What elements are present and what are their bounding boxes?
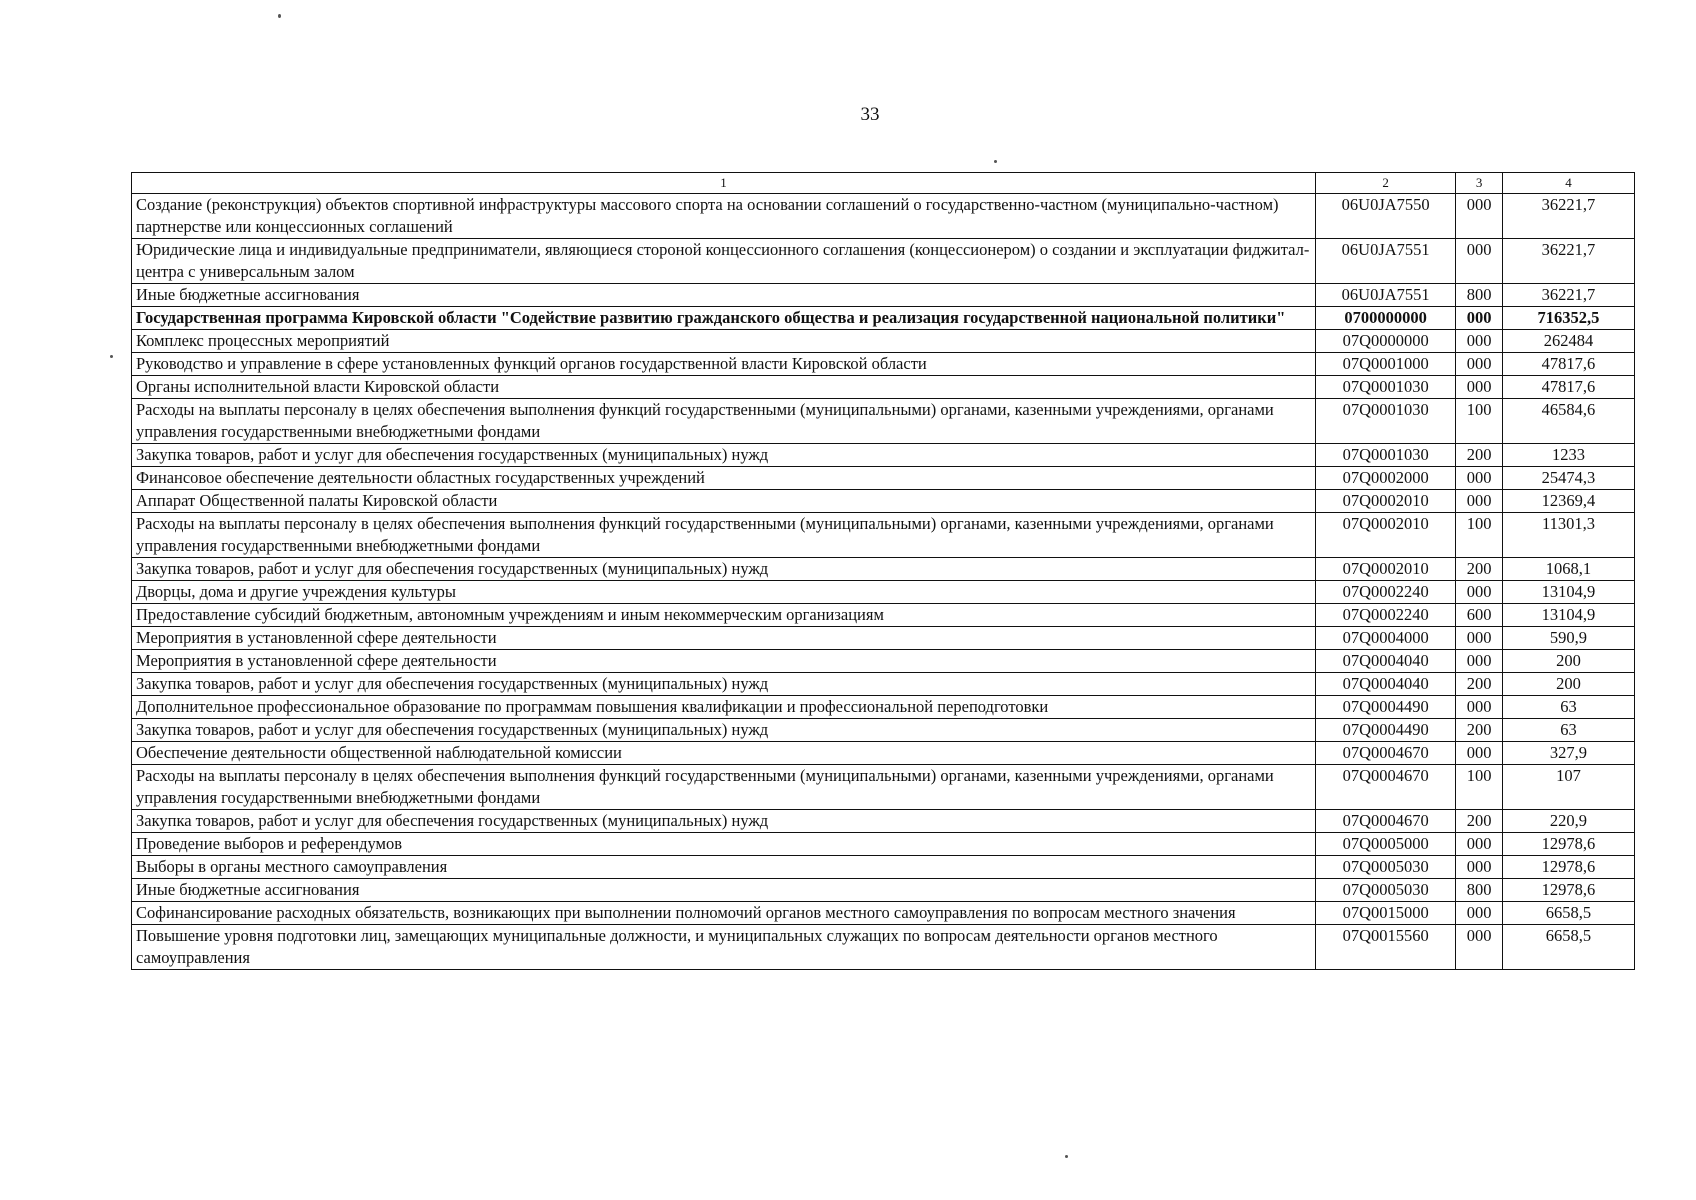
row-amount-cell: 25474,3	[1502, 467, 1634, 490]
table-row	[132, 856, 1635, 879]
row-name-cell: Закупка товаров, работ и услуг для обеспечения государственных (муниципальных) нужд	[132, 810, 1316, 833]
table-row	[132, 239, 1635, 284]
table-row	[132, 719, 1635, 742]
table-row	[132, 902, 1635, 925]
row-type-cell: 800	[1456, 879, 1503, 902]
row-type-cell: 600	[1456, 604, 1503, 627]
table-row	[132, 513, 1635, 558]
row-amount-cell: 13104,9	[1502, 604, 1634, 627]
row-type-cell: 000	[1456, 490, 1503, 513]
table-row	[132, 467, 1635, 490]
row-type-cell: 000	[1456, 467, 1503, 490]
row-amount-cell: 200	[1502, 650, 1634, 673]
table-row	[132, 376, 1635, 399]
row-name-cell: Закупка товаров, работ и услуг для обеспечения государственных (муниципальных) нужд	[132, 444, 1316, 467]
row-amount-cell: 716352,5	[1502, 307, 1634, 330]
row-type-cell: 000	[1456, 307, 1503, 330]
row-code-cell: 07Q0005030	[1316, 856, 1456, 879]
row-name-cell: Предоставление субсидий бюджетным, автономным учреждениям и иным некоммерческим организациям	[132, 604, 1316, 627]
row-amount-cell: 6658,5	[1502, 902, 1634, 925]
row-amount-cell: 36221,7	[1502, 194, 1634, 239]
row-amount-cell: 63	[1502, 719, 1634, 742]
row-amount-cell: 12978,6	[1502, 856, 1634, 879]
row-code-cell: 07Q0004040	[1316, 673, 1456, 696]
row-type-cell: 000	[1456, 902, 1503, 925]
row-name-cell: Иные бюджетные ассигнования	[132, 879, 1316, 902]
row-amount-cell: 1233	[1502, 444, 1634, 467]
row-amount-cell: 11301,3	[1502, 513, 1634, 558]
row-type-cell: 100	[1456, 399, 1503, 444]
row-code-cell: 07Q0015560	[1316, 925, 1456, 970]
row-code-cell: 07Q0004670	[1316, 742, 1456, 765]
row-name-cell: Мероприятия в установленной сфере деятельности	[132, 627, 1316, 650]
table-row	[132, 696, 1635, 719]
table-row	[132, 650, 1635, 673]
row-code-cell: 0700000000	[1316, 307, 1456, 330]
row-type-cell: 000	[1456, 239, 1503, 284]
table-row	[132, 765, 1635, 810]
row-type-cell: 200	[1456, 719, 1503, 742]
row-name-cell: Софинансирование расходных обязательств, возникающих при выполнении полномочий органов местного самоуправления по вопросам местного значения	[132, 902, 1316, 925]
row-name-cell: Руководство и управление в сфере установленных функций органов государственной власти Кировской области	[132, 353, 1316, 376]
row-code-cell: 07Q0000000	[1316, 330, 1456, 353]
row-code-cell: 07Q0005000	[1316, 833, 1456, 856]
row-code-cell: 07Q0004490	[1316, 719, 1456, 742]
row-amount-cell: 6658,5	[1502, 925, 1634, 970]
row-type-cell: 000	[1456, 194, 1503, 239]
header-cell-4: 4	[1502, 173, 1634, 194]
row-amount-cell: 107	[1502, 765, 1634, 810]
row-amount-cell: 13104,9	[1502, 581, 1634, 604]
scan-speck	[1065, 1155, 1068, 1158]
row-code-cell: 07Q0004490	[1316, 696, 1456, 719]
scan-speck	[110, 355, 113, 358]
row-code-cell: 07Q0002000	[1316, 467, 1456, 490]
row-code-cell: 07Q0004670	[1316, 765, 1456, 810]
row-name-cell: Расходы на выплаты персоналу в целях обеспечения выполнения функций государственными (муниципальными) органами, казенными учреждениями, органами управления государственными внебюджетными фондами	[132, 399, 1316, 444]
row-name-cell: Финансовое обеспечение деятельности областных государственных учреждений	[132, 467, 1316, 490]
row-amount-cell: 220,9	[1502, 810, 1634, 833]
row-name-cell: Закупка товаров, работ и услуг для обеспечения государственных (муниципальных) нужд	[132, 673, 1316, 696]
table-row	[132, 627, 1635, 650]
row-name-cell: Расходы на выплаты персоналу в целях обеспечения выполнения функций государственными (муниципальными) органами, казенными учреждениями, органами управления государственными внебюджетными фондами	[132, 765, 1316, 810]
table-row	[132, 742, 1635, 765]
row-code-cell: 07Q0004670	[1316, 810, 1456, 833]
row-amount-cell: 200	[1502, 673, 1634, 696]
row-amount-cell: 327,9	[1502, 742, 1634, 765]
row-code-cell: 06U0JA7551	[1316, 284, 1456, 307]
row-name-cell: Закупка товаров, работ и услуг для обеспечения государственных (муниципальных) нужд	[132, 719, 1316, 742]
row-name-cell: Дворцы, дома и другие учреждения культуры	[132, 581, 1316, 604]
row-name-cell: Проведение выборов и референдумов	[132, 833, 1316, 856]
scan-speck	[994, 160, 997, 163]
row-type-cell: 000	[1456, 581, 1503, 604]
row-code-cell: 07Q0002010	[1316, 558, 1456, 581]
row-amount-cell: 36221,7	[1502, 284, 1634, 307]
row-type-cell: 100	[1456, 513, 1503, 558]
row-code-cell: 07Q0002240	[1316, 604, 1456, 627]
row-name-cell: Обеспечение деятельности общественной наблюдательной комиссии	[132, 742, 1316, 765]
row-name-cell: Юридические лица и индивидуальные предприниматели, являющиеся стороной концессионного соглашения (концессионером) о создании и эксплуатации фиджитал-центра с универсальным залом	[132, 239, 1316, 284]
row-code-cell: 07Q0001000	[1316, 353, 1456, 376]
row-type-cell: 100	[1456, 765, 1503, 810]
header-cell-1: 1	[132, 173, 1316, 194]
row-name-cell: Дополнительное профессиональное образование по программам повышения квалификации и профессиональной переподготовки	[132, 696, 1316, 719]
row-type-cell: 000	[1456, 925, 1503, 970]
row-amount-cell: 1068,1	[1502, 558, 1634, 581]
row-name-cell: Органы исполнительной власти Кировской области	[132, 376, 1316, 399]
table-row	[132, 604, 1635, 627]
row-type-cell: 200	[1456, 810, 1503, 833]
row-name-cell: Государственная программа Кировской области "Содействие развитию гражданского общества и реализация государственной национальной политики"	[132, 307, 1316, 330]
table-row	[132, 490, 1635, 513]
row-name-cell: Закупка товаров, работ и услуг для обеспечения государственных (муниципальных) нужд	[132, 558, 1316, 581]
row-type-cell: 200	[1456, 558, 1503, 581]
row-code-cell: 07Q0001030	[1316, 444, 1456, 467]
header-cell-3: 3	[1456, 173, 1503, 194]
table-row	[132, 833, 1635, 856]
table-row	[132, 399, 1635, 444]
row-type-cell: 000	[1456, 833, 1503, 856]
row-amount-cell: 63	[1502, 696, 1634, 719]
row-code-cell: 07Q0001030	[1316, 376, 1456, 399]
row-amount-cell: 47817,6	[1502, 376, 1634, 399]
page-number: 33	[860, 104, 880, 125]
table-row	[132, 879, 1635, 902]
table-row	[132, 810, 1635, 833]
row-type-cell: 000	[1456, 330, 1503, 353]
row-type-cell: 000	[1456, 376, 1503, 399]
row-code-cell: 07Q0002010	[1316, 490, 1456, 513]
row-type-cell: 000	[1456, 696, 1503, 719]
row-amount-cell: 262484	[1502, 330, 1634, 353]
table-row	[132, 444, 1635, 467]
row-amount-cell: 590,9	[1502, 627, 1634, 650]
table-row	[132, 673, 1635, 696]
budget-table	[131, 172, 1635, 970]
row-type-cell: 200	[1456, 673, 1503, 696]
row-name-cell: Аппарат Общественной палаты Кировской области	[132, 490, 1316, 513]
row-amount-cell: 12978,6	[1502, 879, 1634, 902]
row-type-cell: 000	[1456, 856, 1503, 879]
row-name-cell: Расходы на выплаты персоналу в целях обеспечения выполнения функций государственными (муниципальными) органами, казенными учреждениями, органами управления государственными внебюджетными фондами	[132, 513, 1316, 558]
row-name-cell: Повышение уровня подготовки лиц, замещающих муниципальные должности, и муниципальных служащих по вопросам деятельности органов местного самоуправления	[132, 925, 1316, 970]
row-code-cell: 07Q0002240	[1316, 581, 1456, 604]
row-type-cell: 000	[1456, 627, 1503, 650]
row-code-cell: 07Q0001030	[1316, 399, 1456, 444]
row-name-cell: Мероприятия в установленной сфере деятельности	[132, 650, 1316, 673]
row-type-cell: 200	[1456, 444, 1503, 467]
table-row	[132, 925, 1635, 970]
row-type-cell: 000	[1456, 742, 1503, 765]
row-amount-cell: 12978,6	[1502, 833, 1634, 856]
row-amount-cell: 46584,6	[1502, 399, 1634, 444]
row-code-cell: 07Q0004040	[1316, 650, 1456, 673]
row-type-cell: 000	[1456, 353, 1503, 376]
row-code-cell: 06U0JA7551	[1316, 239, 1456, 284]
row-name-cell: Иные бюджетные ассигнования	[132, 284, 1316, 307]
table-body	[132, 194, 1635, 970]
row-code-cell: 07Q0004000	[1316, 627, 1456, 650]
row-amount-cell: 47817,6	[1502, 353, 1634, 376]
row-name-cell: Выборы в органы местного самоуправления	[132, 856, 1316, 879]
row-code-cell: 07Q0005030	[1316, 879, 1456, 902]
header-row	[132, 173, 1635, 194]
row-code-cell: 06U0JA7550	[1316, 194, 1456, 239]
row-amount-cell: 12369,4	[1502, 490, 1634, 513]
row-name-cell: Создание (реконструкция) объектов спортивной инфраструктуры массового спорта на основании соглашений о государственно-частном (муниципально-частном) партнерстве или концессионных соглашений	[132, 194, 1316, 239]
row-code-cell: 07Q0015000	[1316, 902, 1456, 925]
row-name-cell: Комплекс процессных мероприятий	[132, 330, 1316, 353]
table-row	[132, 307, 1635, 330]
table-row	[132, 353, 1635, 376]
row-type-cell: 800	[1456, 284, 1503, 307]
table-row	[132, 581, 1635, 604]
scan-speck	[278, 14, 281, 18]
row-amount-cell: 36221,7	[1502, 239, 1634, 284]
row-type-cell: 000	[1456, 650, 1503, 673]
header-cell-2: 2	[1316, 173, 1456, 194]
table-row	[132, 558, 1635, 581]
table-row	[132, 284, 1635, 307]
table-row	[132, 194, 1635, 239]
row-code-cell: 07Q0002010	[1316, 513, 1456, 558]
table-row	[132, 330, 1635, 353]
